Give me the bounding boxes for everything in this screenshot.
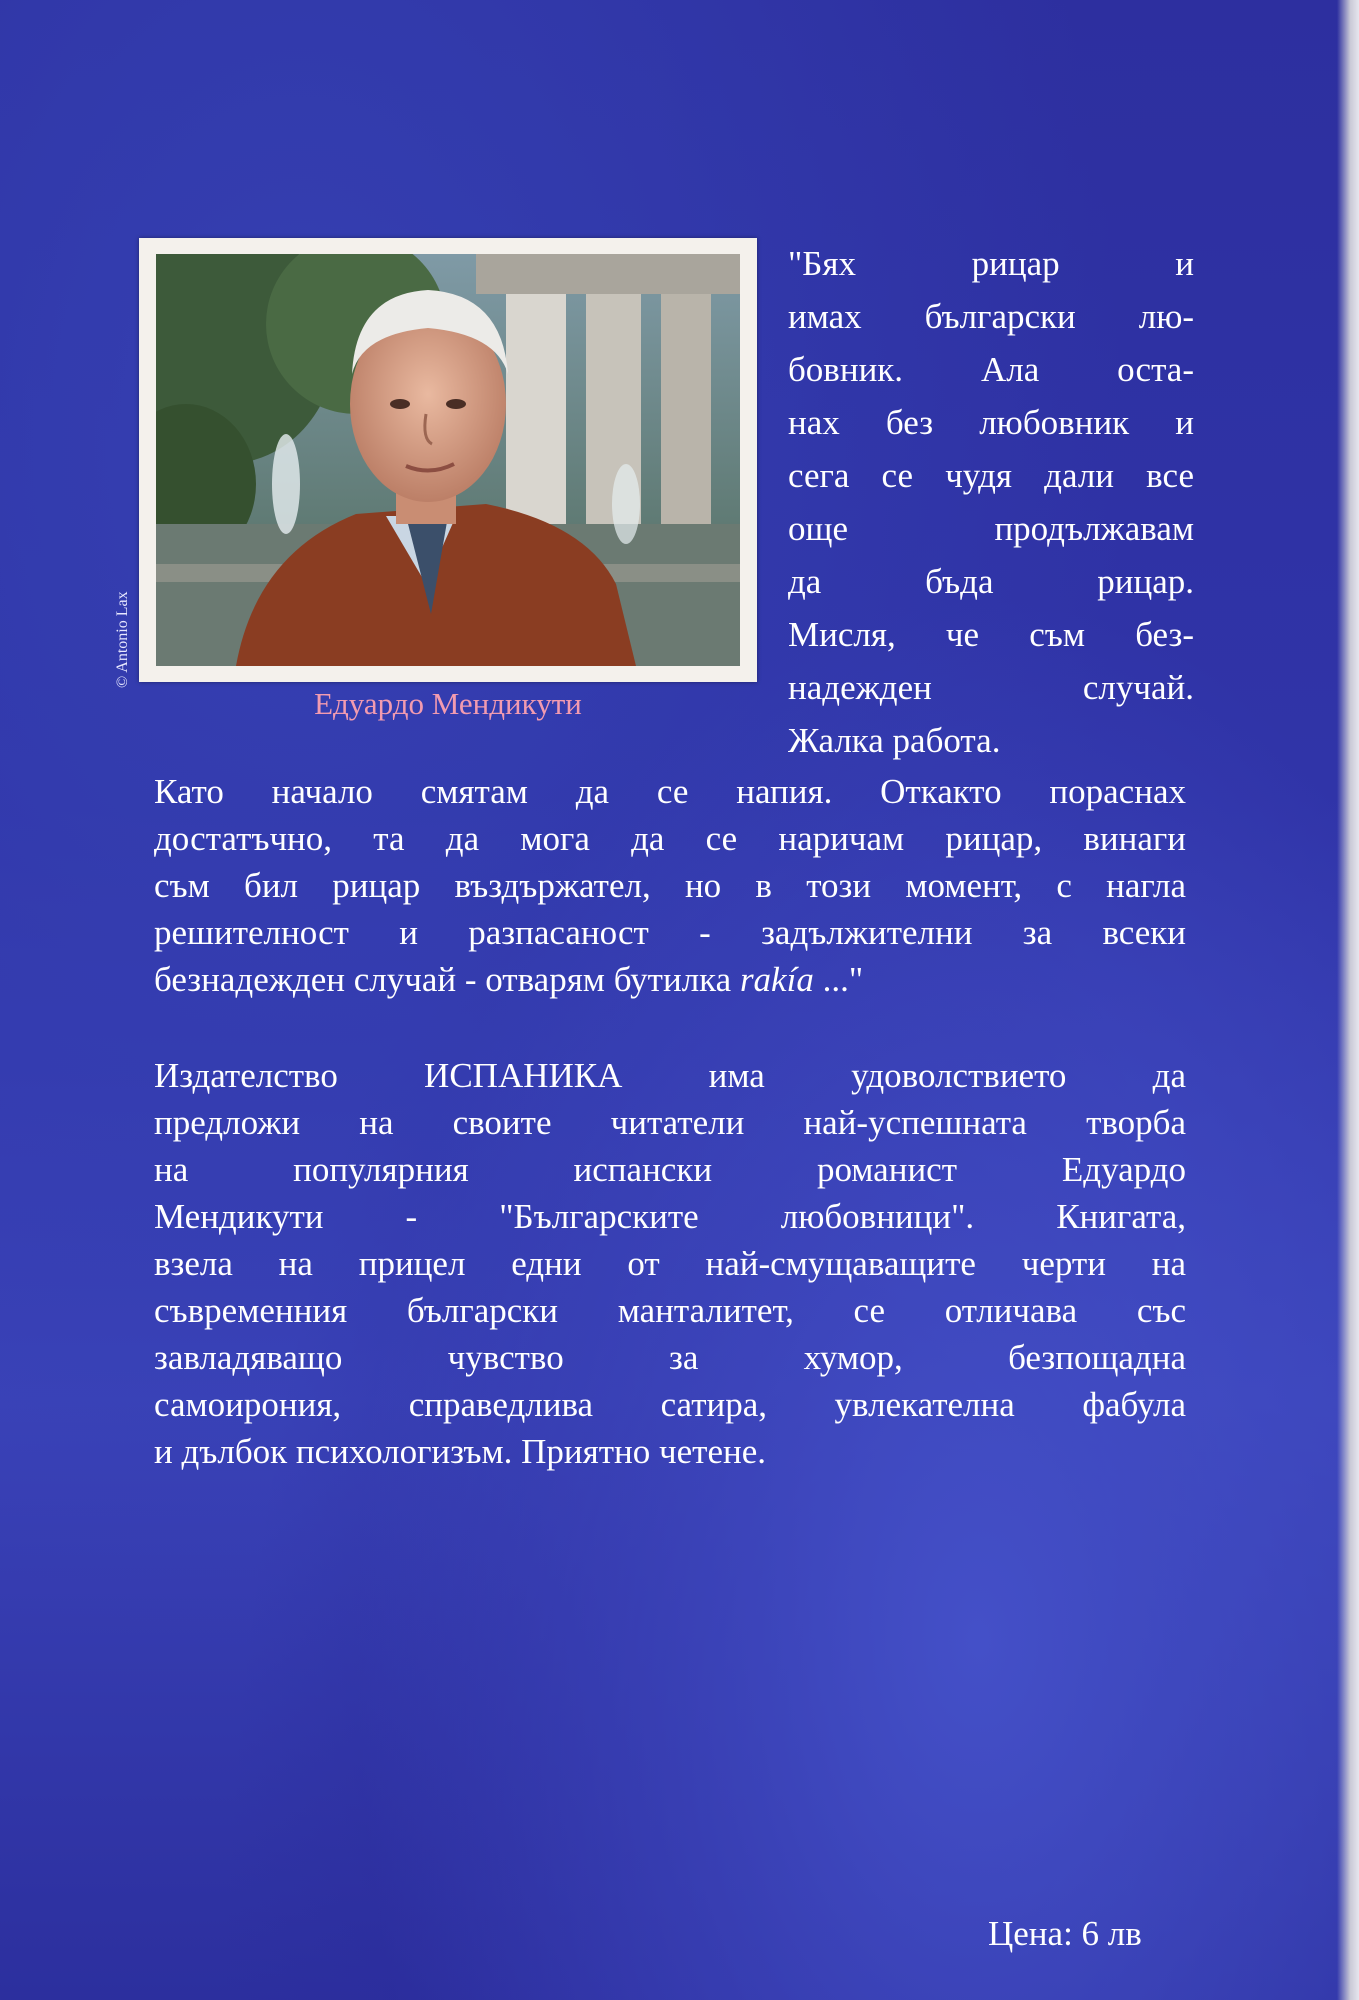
quote-line: имах български лю- [788, 297, 1194, 336]
paragraph-line: и дълбок психологизъм. Приятно четене. [154, 1432, 767, 1471]
paragraph-line: Издателство ИСПАНИКА има удоволствието да [154, 1056, 1186, 1095]
paragraph-line: съвременния български манталитет, се отличава със [154, 1291, 1186, 1330]
quote-line: още продължавам [788, 509, 1194, 548]
paragraph-line: завладяващо чувство за хумор, безпощадна [154, 1338, 1186, 1377]
page-edge [1337, 0, 1359, 2000]
author-photo [139, 238, 757, 682]
quote-line: бовник. Ала оста- [788, 350, 1194, 389]
paragraph-line: взела на прицел едни от най-смущаващите черти на [154, 1244, 1186, 1283]
quote-last-line [154, 956, 1186, 1003]
paragraph-line: самоирония, справедлива сатира, увлекателна фабула [154, 1385, 1186, 1424]
italic-word: rakía [739, 960, 814, 999]
price-label: Цена: 6 лв [988, 1914, 1142, 1953]
quote-line: Мисля, че съм без- [788, 615, 1194, 654]
quote-line: нах без любовник и [788, 403, 1194, 442]
photo-caption: Едуардо Мендикути [314, 686, 582, 721]
quote-line: Като начало смятам да се напия. Откакто пораснах [154, 772, 1186, 811]
paragraph-line: предложи на своите читатели най-успешната творба [154, 1103, 1186, 1142]
quote-line: решителност и разпасаност - задължителни за всеки [154, 913, 1186, 952]
quote-line: достатъчно, та да мога да се наричам рицар, винаги [154, 819, 1186, 858]
quote-line: надежден случай. [788, 668, 1194, 707]
author-portrait-image [156, 254, 740, 666]
photo-credit: © Antonio Lax [114, 591, 131, 688]
quote-continuation [154, 768, 1186, 1003]
quote-line: да бъда рицар. [788, 562, 1194, 601]
quote-line: съм бил рицар въздържател, но в този момент, с нагла [154, 866, 1186, 905]
quote-line: "Бях рицар и [788, 244, 1194, 283]
paragraph-line: Мендикути - "Българските любовници". Книгата, [154, 1197, 1186, 1236]
quote-line: Жалка работа. [788, 721, 1001, 760]
paragraph-line: на популярния испански романист Едуардо [154, 1150, 1186, 1189]
quote-line: сега се чудя дали все [788, 456, 1194, 495]
quote-last-line-suffix: ..." [813, 960, 864, 999]
publisher-paragraph [154, 1052, 1186, 1475]
quote-column [788, 237, 1194, 767]
quote-last-line-prefix: безнадежден случай - отварям бутилка [154, 960, 740, 999]
